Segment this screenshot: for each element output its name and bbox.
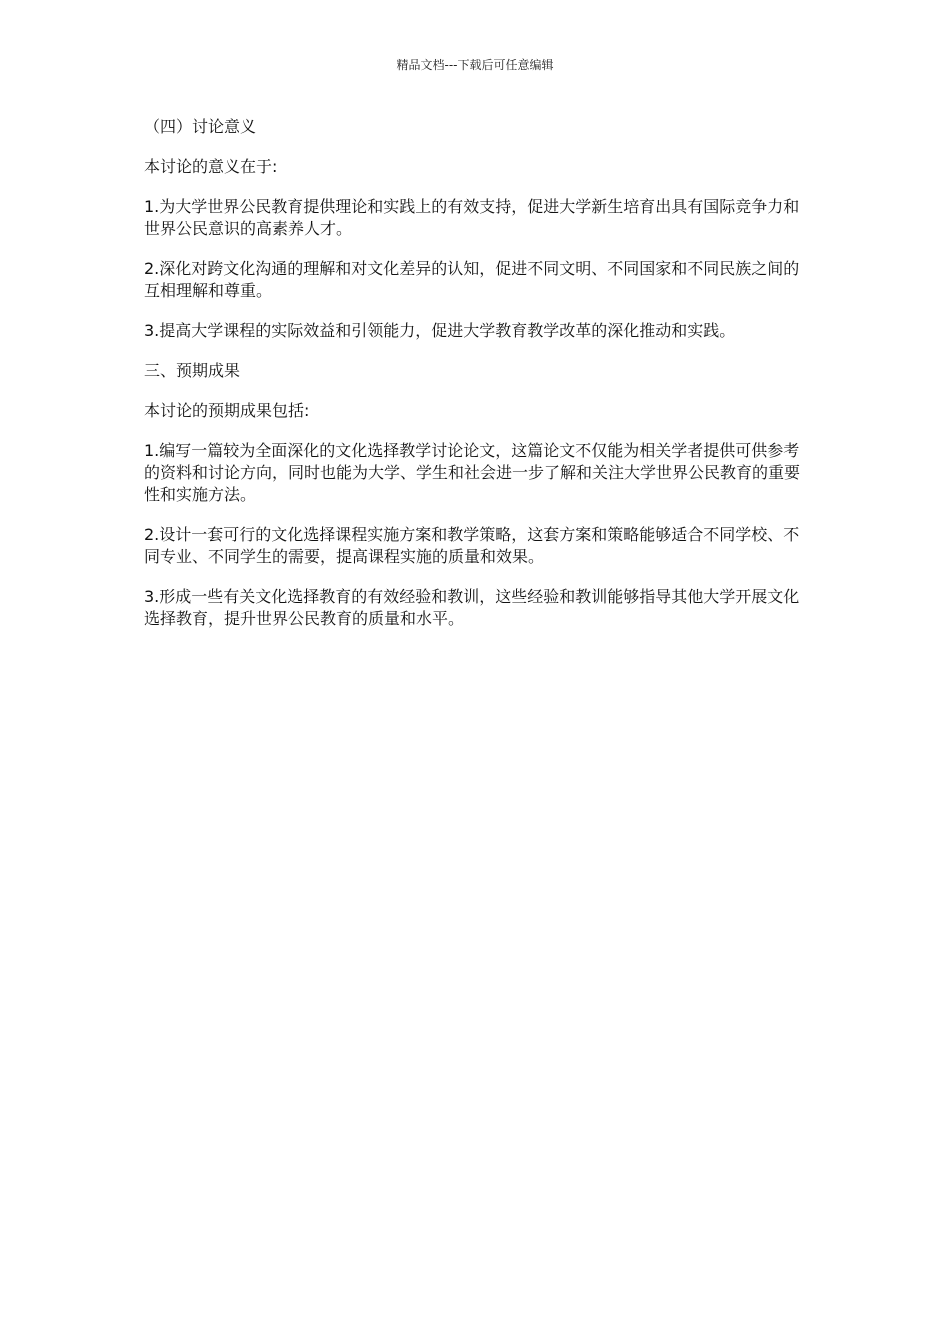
paragraph-significance-intro: 本讨论的意义在于:	[144, 157, 278, 176]
document-body	[144, 116, 800, 648]
page-header: 精品文档---下载后可任意编辑	[396, 58, 554, 72]
section-heading-expected-results: 三、预期成果	[144, 361, 241, 380]
paragraph-results-item-1: 1.编写一篇较为全面深化的文化选择教学讨论论文，这篇论文不仅能为相关学者提供可供参考的资料和讨论方向，同时也能为大学、学生和社会进一步了解和关注大学世界公民教育的重要性和实施方法。	[144, 441, 801, 504]
paragraph-results-item-2: 2.设计一套可行的文化选择课程实施方案和教学策略，这套方案和策略能够适合不同学校、不同专业、不同学生的需要，提高课程实施的质量和效果。	[144, 525, 800, 566]
paragraph-significance-item-2: 2.深化对跨文化沟通的理解和对文化差异的认知，促进不同文明、不同国家和不同民族之间的互相理解和尊重。	[144, 259, 800, 300]
paragraph-results-intro: 本讨论的预期成果包括:	[144, 401, 310, 420]
paragraph-results-item-3: 3.形成一些有关文化选择教育的有效经验和教训，这些经验和教训能够指导其他大学开展文化选择教育，提升世界公民教育的质量和水平。	[144, 587, 800, 628]
section-heading-discussion-significance: （四）讨论意义	[144, 117, 257, 136]
paragraph-significance-item-1: 1.为大学世界公民教育提供理论和实践上的有效支持，促进大学新生培育出具有国际竞争力和世界公民意识的高素养人才。	[144, 197, 800, 238]
paragraph-significance-item-3: 3.提高大学课程的实际效益和引领能力，促进大学教育教学改革的深化推动和实践。	[144, 321, 736, 340]
